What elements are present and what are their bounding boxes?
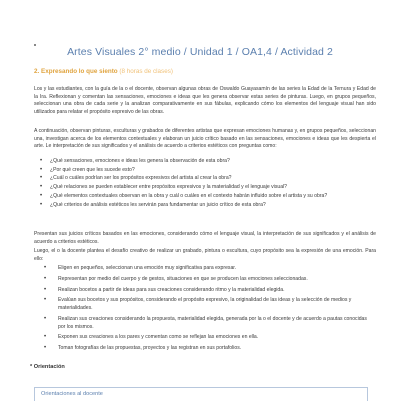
list-item: • Eligen en pequeños, seleccionan una emoción muy significativa para expresar. (44, 265, 237, 271)
page-title: Artes Visuales 2° medio / Unidad 1 / OA1,4 / Actividad 2 (67, 46, 333, 58)
orientation-label: * Orientación (30, 364, 65, 370)
bullet-icon: • (44, 345, 47, 352)
intro-paragraph: Los y las estudiantes, con la guía de la o el docente, observan algunas obras de Oswaldo Guayasamín de las series la Edad de la Ternura y Edad de la Ira. Reflexionan y comentan las sensaciones, emociones e ideas que les genera observar estas series de pinturas. Luego, en grupos pequeños, seleccionan una obra de cada serie y la analizan comparativamente en sus fábulas, explicando cómo los elementos del lenguaje visual han sido utilizados para relatar el propósito expresivo de las obras. (34, 86, 376, 116)
bullet-icon: • (40, 158, 43, 164)
list-item: • ¿Qué relaciones se pueden establecer entre propósitos expresivos y la materialidad y el lenguaje visual? (40, 184, 287, 191)
bullet-icon: • (44, 297, 47, 304)
list-item: • Realizan sus creaciones considerando la propuesta, materialidad elegida, generada por la o el docente y de acuerdo a pautas conocidas por los mismos. (44, 315, 367, 330)
teacher-notes-box (34, 387, 368, 401)
section-number: 2. (34, 68, 40, 75)
question-list (40, 157, 360, 209)
list-item: • ¿Cuál o cuáles podrían ser los propósitos expresivos del artista al crear la obra? (40, 175, 232, 182)
list-item: • ¿Qué criterios de análisis estéticos les servirán para fundamentar un juicio crítico de esta obra? (40, 201, 266, 208)
list-item: • Toman fotografías de las propuestas, proyectos y las registran en sus portafolios. (44, 345, 242, 352)
bullet-icon: • (44, 265, 47, 271)
challenge-paragraph: Luego, el o la docente plantea el desafío creativo de realizar un grabado, pintura o escultura, cuyo propósito sea la expresión de una emoción. Para ello: (34, 248, 376, 262)
bullet-icon: • (44, 275, 47, 282)
bullet-icon: • (40, 201, 43, 208)
list-item: • ¿Qué elementos contextuales observan en la obra y cuál o cuáles en el contexto habrán influido sobre el artista y su obra? (40, 192, 328, 199)
section-duration: (8 horas de clases) (119, 68, 173, 75)
list-item: • Evalúan sus bocetos y sus propósitos, considerando el propósito expresivo, la originalidad de las ideas y la selección de medios y materialidades. (44, 297, 352, 312)
critique-paragraph: Presentan sus juicios críticos basados en las emociones, considerando cómo el lenguaje visual, la interpretación de sus significados y el análisis de acuerdo a criterios estéticos. (34, 231, 376, 245)
action-list (40, 265, 370, 356)
list-item: • ¿Por qué creen que les sucede esto? (40, 166, 135, 173)
bullet-icon: • (44, 334, 47, 341)
section-heading (34, 68, 173, 75)
bullet-icon: • (44, 286, 47, 293)
bullet-icon: • (40, 192, 43, 199)
list-item: • Exponen sus creaciones a los pares y comentan como se reflejan las emociones en ella. (44, 334, 259, 341)
bullet-icon: • (40, 166, 43, 173)
bullet-icon: • (44, 315, 47, 322)
context-paragraph: A continuación, observan pinturas, esculturas y grabados de diferentes artistas que expresan emociones humanas y, en grupos pequeños, seleccionan una, investigan acerca de los elementos contextuales y elaboran un juicio crítico basado en las sensaciones, emociones e ideas que les despierta el arte. Le interpretación de sus significados y el análisis de acuerdo a criterios estéticos con preguntas como: (34, 128, 376, 150)
bullet-icon: • (40, 175, 43, 182)
teacher-notes-label: Orientaciones al docente (41, 391, 103, 397)
section-title: Expresando lo que siento (41, 68, 118, 75)
list-item: • Realizan bocetos a partir de ideas para sus creaciones considerando ritmo y la materialidad elegida. (44, 286, 285, 293)
list-item: • Representan por medio del cuerpo y de gestos, situaciones en que se producen las emociones seleccionadas. (44, 275, 308, 282)
bullet-icon: • (40, 184, 43, 191)
list-item: • ¿Qué sensaciones, emociones e ideas les genera la observación de esta obra? (40, 158, 230, 164)
